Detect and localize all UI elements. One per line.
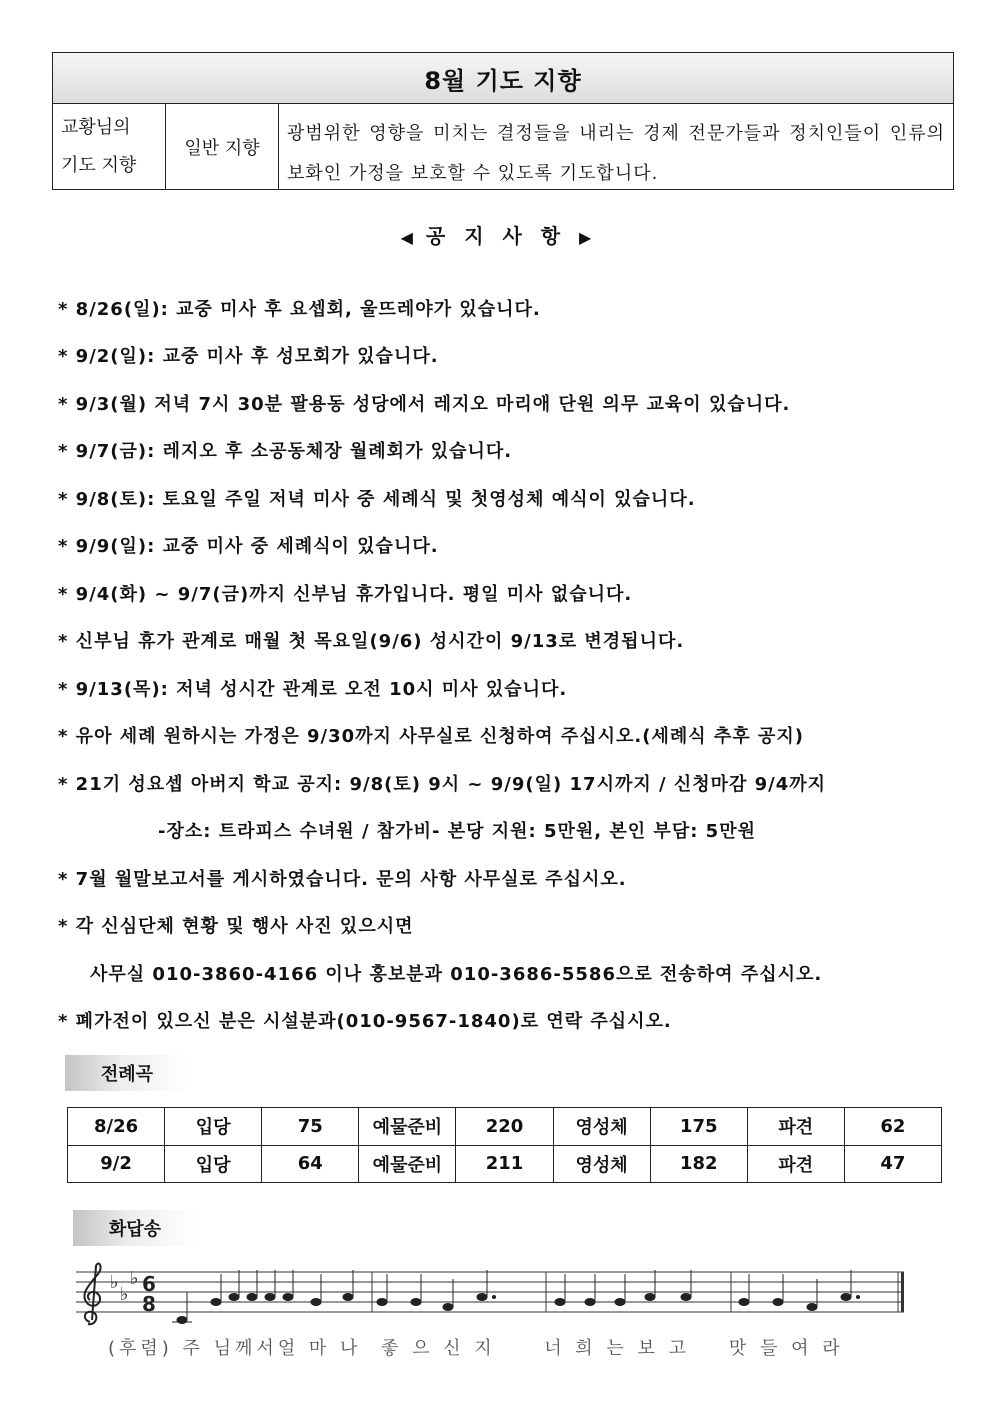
prayer-row bbox=[53, 104, 953, 190]
table-row bbox=[68, 1108, 942, 1146]
notice-item: * 21기 성요셉 아버지 학교 공지: 9/8(토) 9시 ~ 9/9(일) 17시까지 / 신청마감 9/4까지 bbox=[58, 773, 827, 795]
table-cell: 220 bbox=[456, 1108, 553, 1146]
table-cell: 8/26 bbox=[68, 1108, 165, 1146]
table-cell: 입당 bbox=[165, 1145, 262, 1183]
table-cell: 75 bbox=[262, 1108, 359, 1146]
music-staff-icon bbox=[76, 1262, 906, 1332]
notice-title-text: 공 지 사 항 bbox=[425, 224, 567, 248]
table-cell: 175 bbox=[650, 1108, 747, 1146]
notice-item: * 7월 월말보고서를 게시하였습니다. 문의 사항 사무실로 주십시오. bbox=[58, 868, 627, 890]
notice-item: * 신부님 휴가 관계로 매월 첫 목요일(9/6) 성시간이 9/13로 변경됩니다. bbox=[58, 631, 685, 653]
psalm-label: 화답송 bbox=[73, 1210, 197, 1246]
svg-text:♭: ♭ bbox=[110, 1272, 119, 1293]
notice-item: * 9/13(목): 저녁 성시간 관계로 오전 10시 미사 있습니다. bbox=[58, 678, 568, 700]
notice-subitem: 사무실 010-3860-4166 이나 홍보분과 010-3686-5586으로 전송하여 주십시오. bbox=[90, 963, 823, 985]
hymns-label: 전례곡 bbox=[65, 1055, 189, 1091]
prayer-category-line2: 기도 지향 bbox=[61, 155, 137, 176]
notice-item: * 9/3(월) 저녁 7시 30분 팔용동 성당에서 레지오 마리애 단원 의무 교육이 있습니다. bbox=[58, 393, 791, 415]
notice-item: * 각 신심단체 현황 및 행사 사진 있으시면 bbox=[58, 916, 414, 938]
table-cell: 영성체 bbox=[553, 1108, 650, 1146]
notice-list bbox=[58, 284, 958, 1044]
table-cell: 예물준비 bbox=[359, 1145, 456, 1183]
prayer-category-line1: 교황님의 bbox=[61, 117, 131, 138]
notice-item: * 8/26(일): 교중 미사 후 요셉회, 울뜨레야가 있습니다. bbox=[58, 298, 541, 320]
right-arrow-icon: ▶ bbox=[579, 228, 592, 247]
notice-item: * 9/9(일): 교중 미사 중 세례식이 있습니다. bbox=[58, 536, 439, 558]
notice-subitem: -장소: 트라피스 수녀원 / 참가비- 본당 지원: 5만원, 본인 부담: 5만원 bbox=[158, 821, 756, 843]
svg-text:8: 8 bbox=[142, 1292, 156, 1316]
psalm-lyrics: (후렴) 주 님께서얼 마 나 좋 으 신 지 너 희 는 보 고 맛 들 여 라 bbox=[108, 1338, 844, 1359]
table-cell: 211 bbox=[456, 1145, 553, 1183]
table-cell: 182 bbox=[650, 1145, 747, 1183]
svg-text:♭: ♭ bbox=[120, 1284, 129, 1305]
hymn-table bbox=[67, 1107, 942, 1183]
prayer-category bbox=[53, 104, 166, 190]
table-cell: 파견 bbox=[747, 1108, 844, 1146]
prayer-title: 8월 기도 지향 bbox=[53, 53, 953, 104]
table-cell: 입당 bbox=[165, 1108, 262, 1146]
svg-text:6: 6 bbox=[142, 1272, 156, 1296]
table-row bbox=[68, 1145, 942, 1183]
svg-text:♭: ♭ bbox=[130, 1268, 139, 1289]
notice-title bbox=[0, 220, 992, 249]
table-cell: 9/2 bbox=[68, 1145, 165, 1183]
table-cell: 파견 bbox=[747, 1145, 844, 1183]
prayer-intention-box bbox=[52, 52, 954, 190]
table-cell: 47 bbox=[844, 1145, 941, 1183]
table-cell: 예물준비 bbox=[359, 1108, 456, 1146]
notice-item: * 9/7(금): 레지오 후 소공동체장 월례회가 있습니다. bbox=[58, 441, 513, 463]
prayer-type: 일반 지향 bbox=[166, 104, 279, 190]
notice-item: * 9/8(토): 토요일 주일 저녁 미사 중 세례식 및 첫영성체 예식이 있습니다. bbox=[58, 488, 696, 510]
table-cell: 62 bbox=[844, 1108, 941, 1146]
notice-item: * 폐가전이 있으신 분은 시설분과(010-9567-1840)로 연락 주십시오. bbox=[58, 1011, 672, 1033]
prayer-text: 광범위한 영향을 미치는 결정들을 내리는 경제 전문가들과 정치인들이 인류의 보화인 가정을 보호할 수 있도록 기도합니다. bbox=[287, 123, 945, 184]
notice-item: * 9/2(일): 교중 미사 후 성모회가 있습니다. bbox=[58, 346, 439, 368]
table-cell: 64 bbox=[262, 1145, 359, 1183]
left-arrow-icon: ◀ bbox=[400, 228, 413, 247]
notice-item: * 유아 세례 원하시는 가정은 9/30까지 사무실로 신청하여 주십시오.(세례식 추후 공지) bbox=[58, 726, 804, 748]
notice-item: * 9/4(화) ~ 9/7(금)까지 신부님 휴가입니다. 평일 미사 없습니다. bbox=[58, 583, 633, 605]
table-cell: 영성체 bbox=[553, 1145, 650, 1183]
